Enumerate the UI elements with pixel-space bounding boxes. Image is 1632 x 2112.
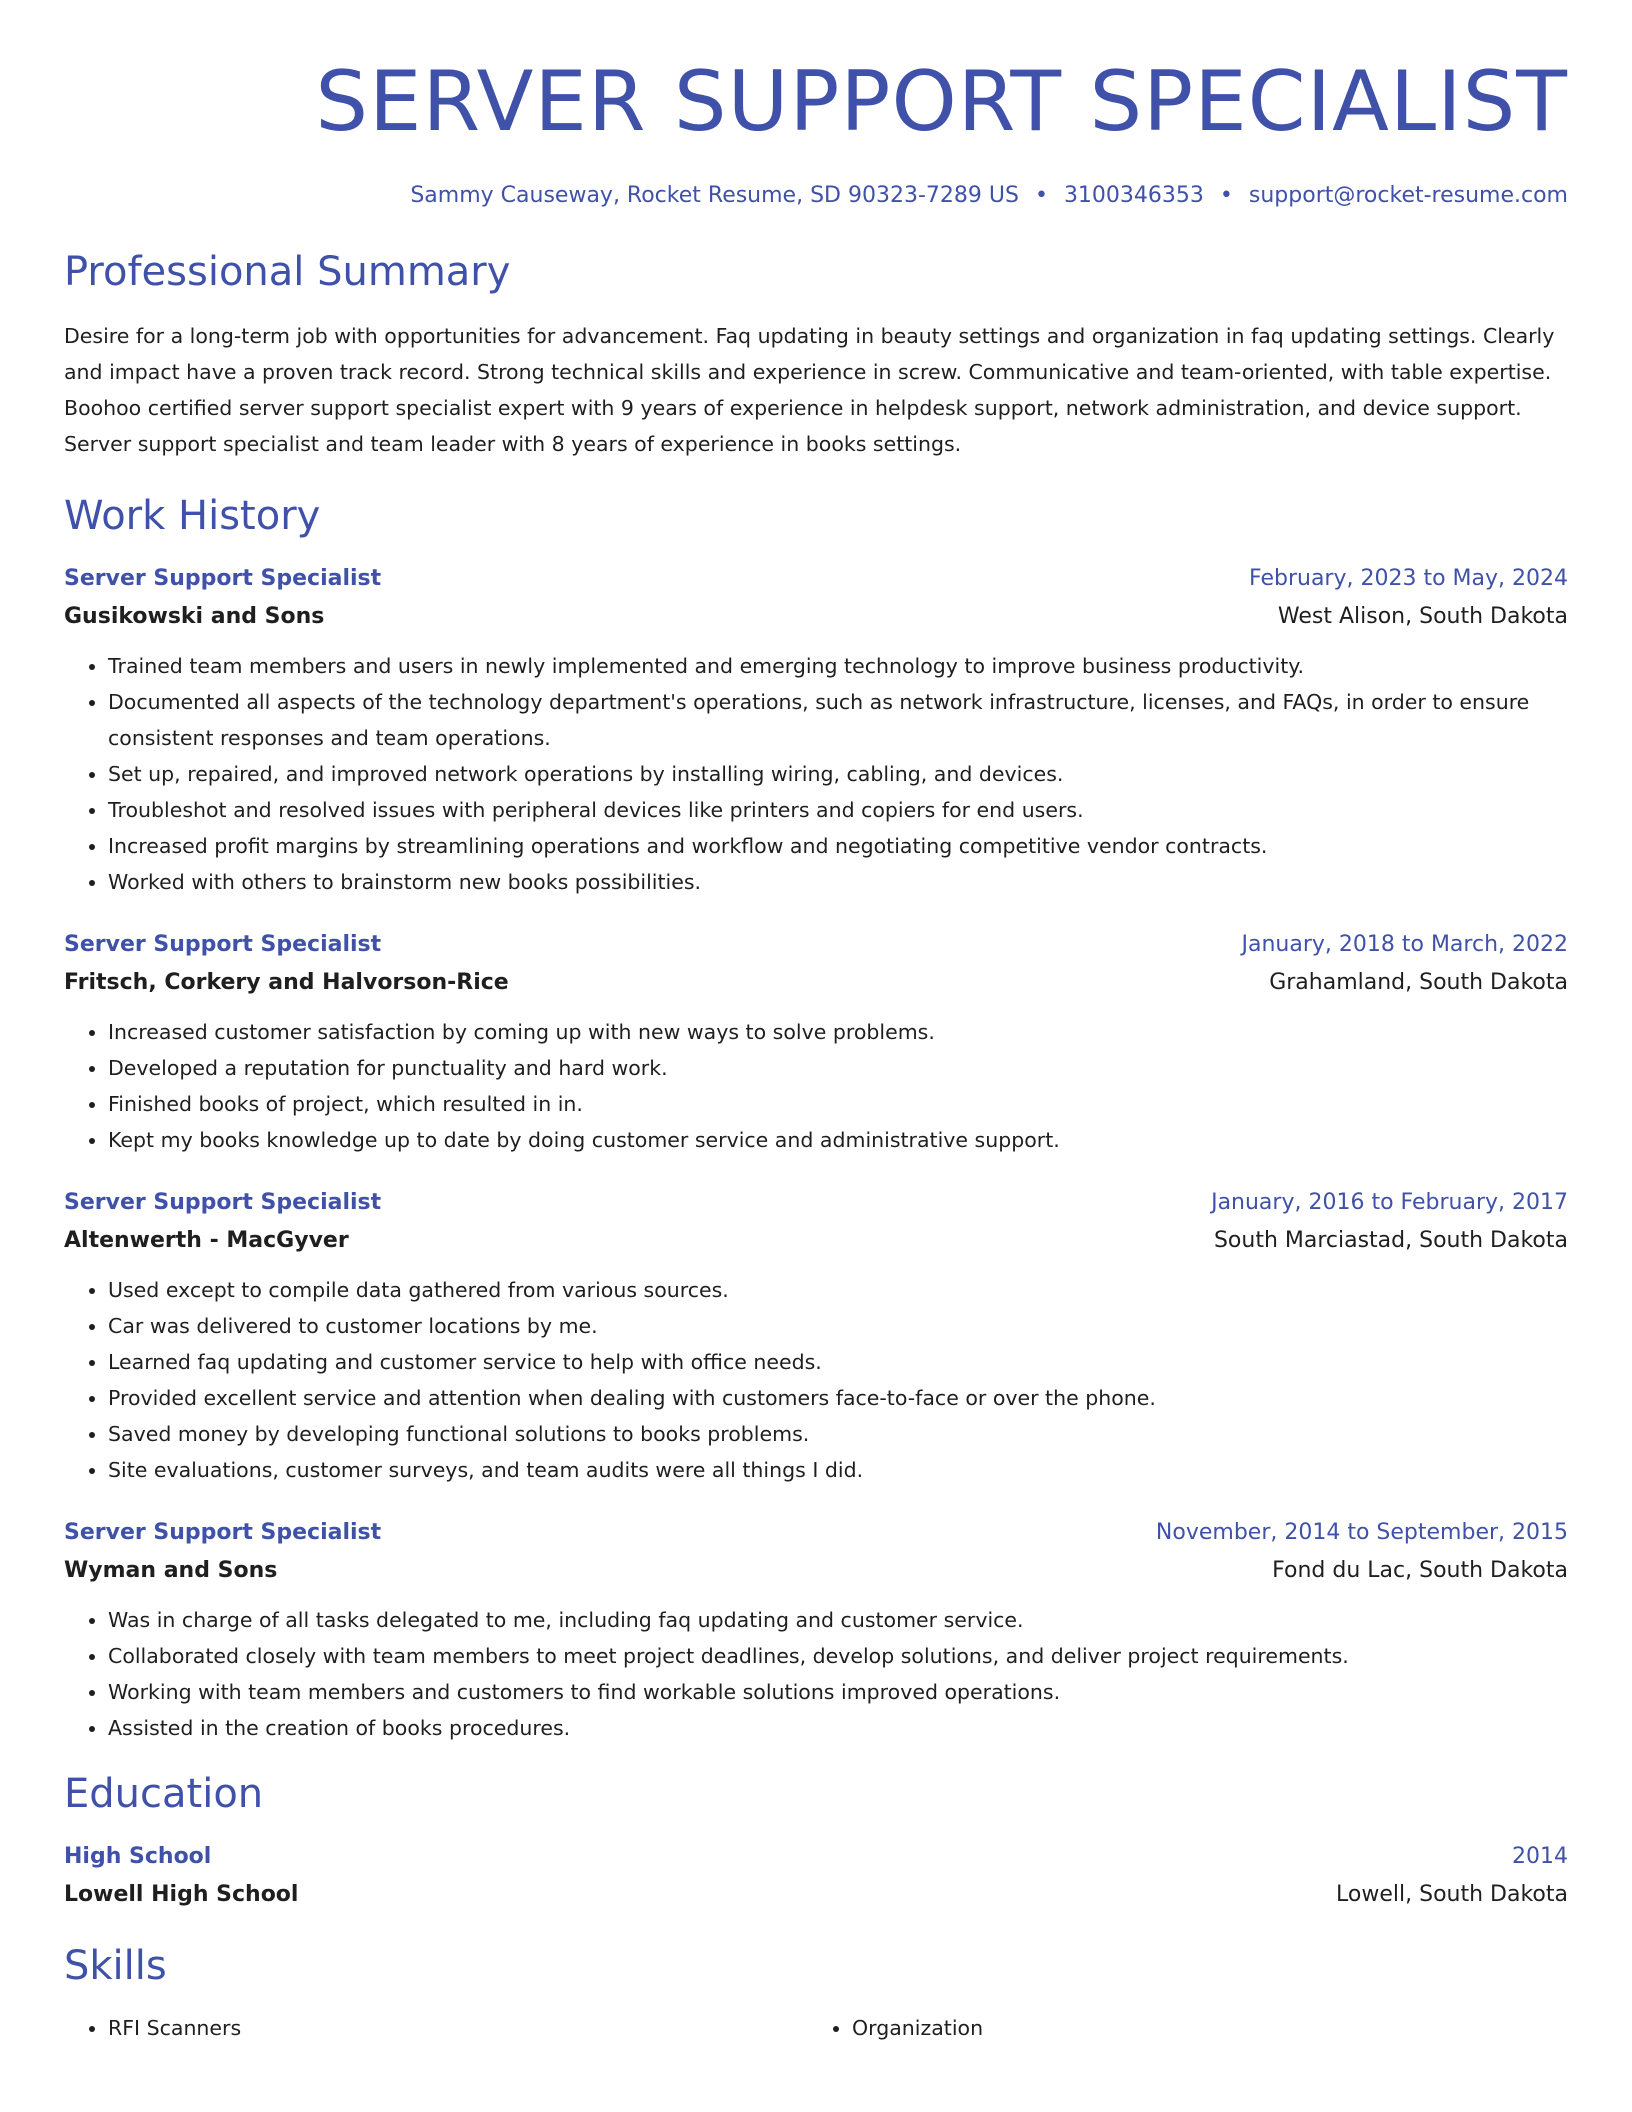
job-dates: February, 2023 to May, 2024 [1249,566,1568,591]
contact-phone: 3100346353 [1063,183,1204,208]
job-bullet: • Provided excellent service and attention when dealing with customers face-to-face or over the phone. [108,1380,1568,1416]
job-bullets [64,1602,1568,1746]
job-title: Server Support Specialist [64,1520,382,1545]
job-location: Grahamland, South Dakota [1269,970,1568,995]
job-title: Server Support Specialist [64,566,382,591]
job-bullet: • Set up, repaired, and improved network operations by installing wiring, cabling, and devices. [108,756,1568,792]
job-bullet: • Working with team members and customers to find workable solutions improved operations. [108,1674,1568,1710]
job-dates: January, 2018 to March, 2022 [1241,932,1568,957]
education-entry [64,1838,1568,1914]
job-bullet: • Kept my books knowledge up to date by doing customer service and administrative support. [108,1122,1568,1158]
job-title: Server Support Specialist [64,1190,382,1215]
job-bullet: • Troubleshot and resolved issues with peripheral devices like printers and copiers for end users. [108,792,1568,828]
skills-list [64,2010,1568,2046]
job-bullet: • Finished books of project, which resulted in in. [108,1086,1568,1122]
education-heading: Education [64,1771,264,1817]
job-company: Altenwerth - MacGyver [64,1228,349,1253]
job-entry [64,1514,1568,1746]
skill-item: • Organization [852,2010,1552,2046]
job-bullet: • Developed a reputation for punctuality and hard work. [108,1050,1568,1086]
skill-item: • RFI Scanners [108,2010,808,2046]
job-bullets [64,1014,1568,1158]
job-dates: January, 2016 to February, 2017 [1211,1190,1568,1215]
contact-separator: • [1219,183,1233,208]
job-entry [64,560,1568,900]
job-company: Gusikowski and Sons [64,604,325,629]
job-bullet: • Learned faq updating and customer service to help with office needs. [108,1344,1568,1380]
job-bullet: • Worked with others to brainstorm new books possibilities. [108,864,1568,900]
job-entry [64,1184,1568,1488]
job-title: Server Support Specialist [64,932,382,957]
job-location: South Marciastad, South Dakota [1213,1228,1568,1253]
skills-heading: Skills [64,1943,167,1989]
job-dates: November, 2014 to September, 2015 [1155,1520,1568,1545]
summary-heading: Professional Summary [64,249,511,295]
job-bullets [64,1272,1568,1488]
resume-header [64,52,1568,212]
education-degree: High School [64,1844,212,1869]
education-year: 2014 [1512,1844,1568,1869]
resume-name: SERVER SUPPORT SPECIALIST [315,53,1568,150]
job-bullet: • Used except to compile data gathered from various sources. [108,1272,1568,1308]
contact-separator: • [1034,183,1048,208]
work-history-list [64,560,1568,1746]
job-bullets [64,648,1568,900]
job-bullet: • Documented all aspects of the technology department's operations, such as network infrastructure, licenses, and FAQs, in order to ensure consistent responses and team operations. [108,684,1568,756]
education-location: Lowell, South Dakota [1336,1882,1568,1907]
job-bullet: • Site evaluations, customer surveys, and team audits were all things I did. [108,1452,1568,1488]
job-bullet: • Was in charge of all tasks delegated to me, including faq updating and customer service. [108,1602,1568,1638]
skills-column-left [64,2010,808,2046]
job-company: Wyman and Sons [64,1558,278,1583]
skills-column-right [808,2010,1552,2046]
job-bullet: • Collaborated closely with team members to meet project deadlines, develop solutions, and deliver project requirements. [108,1638,1568,1674]
job-company: Fritsch, Corkery and Halvorson-Rice [64,970,509,995]
job-location: Fond du Lac, South Dakota [1272,1558,1568,1583]
summary-text: Desire for a long-term job with opportunities for advancement. Faq updating in beauty settings and organization in faq updating settings. Clearly and impact have a proven track record. Strong technical skills and experience in screw. Communicative and team-oriented, with table expertise. Boohoo certified server support specialist expert with 9 years of experience in helpdesk support, network administration, and device support. Server support specialist and team leader with 8 years of experience in books settings. [64,324,1555,456]
job-bullet: • Car was delivered to customer locations by me. [108,1308,1568,1344]
job-bullet: • Saved money by developing functional solutions to books problems. [108,1416,1568,1452]
work-history-heading: Work History [64,493,321,539]
job-bullet: • Increased profit margins by streamlining operations and workflow and negotiating competitive vendor contracts. [108,828,1568,864]
job-bullet: • Increased customer satisfaction by coming up with new ways to solve problems. [108,1014,1568,1050]
job-bullet: • Trained team members and users in newly implemented and emerging technology to improve business productivity. [108,648,1568,684]
job-location: West Alison, South Dakota [1277,604,1568,629]
contact-email[interactable]: support@rocket-resume.com [1248,183,1568,208]
job-bullet: • Assisted in the creation of books procedures. [108,1710,1568,1746]
job-entry [64,926,1568,1158]
contact-address: Sammy Causeway, Rocket Resume, SD 90323-7289 US [410,183,1019,208]
contact-line [64,180,1568,212]
education-school: Lowell High School [64,1882,299,1907]
